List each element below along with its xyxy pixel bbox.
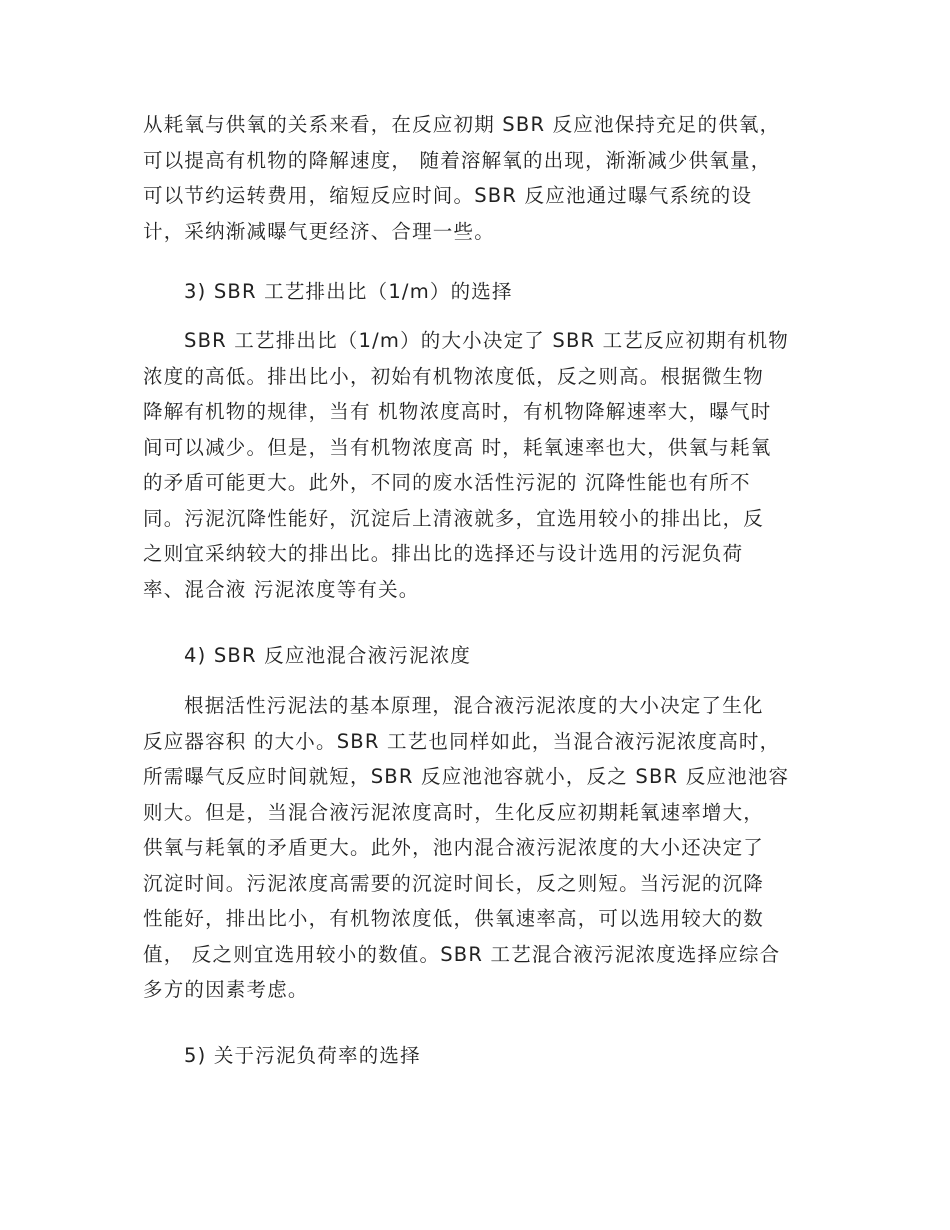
text-line: 则大。但是，当混合液污泥浓度高时，生化反应初期耗氧速率增大， bbox=[143, 800, 765, 824]
text-line: 浓度的高低。排出比小，初始有机物浓度低，反之则高。根据微生物 bbox=[143, 364, 765, 388]
text-line: 降解有机物的规律，当有 机物浓度高时，有机物降解速率大，曝气时 bbox=[143, 400, 772, 423]
text-line: 计，采纳渐减曝气更经济、合理一些。 bbox=[143, 219, 495, 243]
section-heading-sludge-loading-rate: 5) 关于污泥负荷率的选择 bbox=[184, 1044, 421, 1067]
text-line: 间可以减少。但是，当有机物浓度高 时，耗氧速率也大，供氧与耗氧 bbox=[143, 435, 772, 459]
paragraph-sludge-concentration bbox=[143, 688, 813, 1008]
text-line: 同。污泥沉降性能好，沉淀后上清液就多，宜选用较小的排出比，反 bbox=[143, 506, 765, 530]
text-line: 从耗氧与供氧的关系来看，在反应初期 SBR 反应池保持充足的供氧， bbox=[143, 113, 781, 136]
text-line: 沉淀时间。污泥浓度高需要的沉淀时间长，反之则短。当污泥的沉降 bbox=[143, 871, 765, 895]
text-line: 的矛盾可能更大。此外，不同的废水活性污泥的 沉降性能也有所不 bbox=[143, 471, 751, 494]
text-line: 率、混合液 污泥浓度等有关。 bbox=[143, 577, 420, 601]
text-line: 多方的因素考虑。 bbox=[143, 978, 309, 1001]
text-line: 可以提高有机物的降解速度， 随着溶解氧的出现，渐渐减少供氧量， bbox=[143, 148, 772, 172]
text-line: 可以节约运转费用，缩短反应时间。SBR 反应池通过曝气系统的设 bbox=[143, 184, 753, 207]
text-line: 根据活性污泥法的基本原理，混合液污泥浓度的大小决定了生化 bbox=[184, 694, 764, 717]
section-heading-sludge-concentration: 4) SBR 反应池混合液污泥浓度 bbox=[184, 644, 472, 667]
paragraph-discharge-ratio bbox=[143, 323, 813, 607]
paragraph-oxygen-supply bbox=[143, 107, 813, 249]
text-line: 所需曝气反应时间就短，SBR 反应池池容就小，反之 SBR 反应池池容 bbox=[143, 765, 790, 788]
text-line: 反应器容积 的大小。SBR 工艺也同样如此，当混合液污泥浓度高时， bbox=[143, 729, 781, 753]
text-line: 性能好，排出比小，有机物浓度低，供氧速率高，可以选用较大的数 bbox=[143, 907, 765, 930]
text-line: 值， 反之则宜选用较小的数值。SBR 工艺混合液污泥浓度选择应综合 bbox=[143, 942, 781, 966]
text-line: 供氧与耗氧的矛盾更大。此外，池内混合液污泥浓度的大小还决定了 bbox=[143, 836, 765, 859]
section-heading-discharge-ratio: 3) SBR 工艺排出比（1/m）的选择 bbox=[184, 280, 513, 303]
text-line: 之则宜采纳较大的排出比。排出比的选择还与设计选用的污泥负荷 bbox=[143, 542, 744, 565]
text-line: SBR 工艺排出比（1/m）的大小决定了 SBR 工艺反应初期有机物 bbox=[184, 329, 789, 352]
